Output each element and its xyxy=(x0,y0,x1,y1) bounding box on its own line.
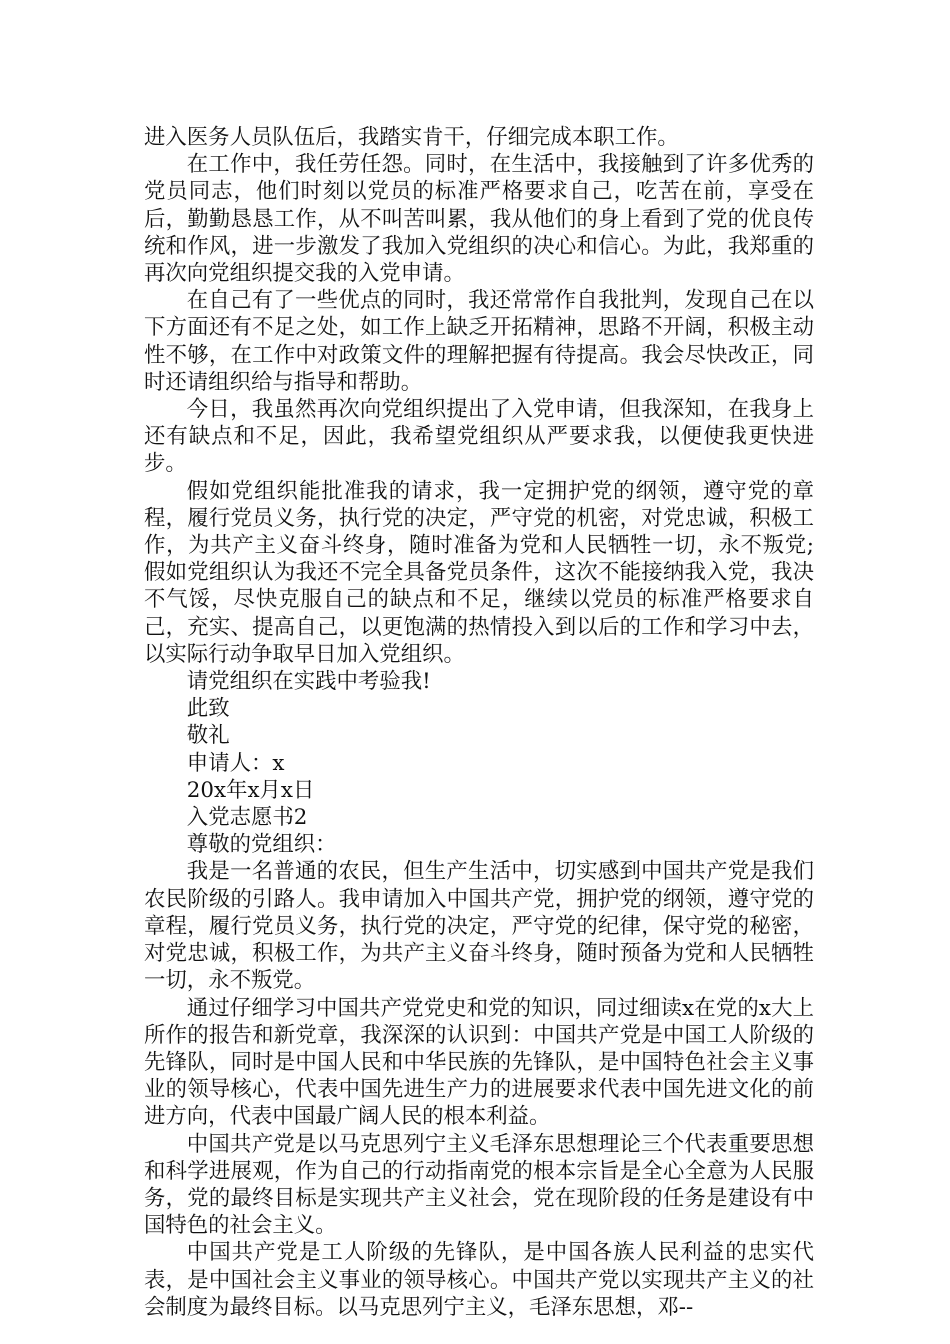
paragraph: 今日，我虽然再次向党组织提出了入党申请，但我深知，在我身上还有缺点和不足，因此，我希望党组织从严要求我，以便使我更快进步。 xyxy=(144,397,814,477)
closing-salutation-1: 此致 xyxy=(186,696,230,722)
greeting-line: 尊敬的党组织： xyxy=(186,832,337,858)
section-title: 入党志愿书2 xyxy=(186,805,308,831)
document-body xyxy=(144,124,814,1321)
paragraph: 中国共产党是以马克思列宁主义毛泽东思想理论三个代表重要思想和科学进展观，作为自己的行动指南党的根本宗旨是全心全意为人民服务，党的最终目标是实现共产主义社会，党在现阶段的任务是建设有中国特色的社会主义。 xyxy=(144,1131,814,1239)
paragraph: 在工作中，我任劳任怨。同时，在生活中，我接触到了许多优秀的党员同志，他们时刻以党员的标准严格要求自己，吃苦在前，享受在后，勤勤恳恳工作，从不叫苦叫累，我从他们的身上看到了党的优良传统和作风，进一步激发了我加入党组织的决心和信心。为此，我郑重的再次向党组织提交我的入党申请。 xyxy=(144,152,814,287)
closing-salutation-2: 敬礼 xyxy=(186,723,230,749)
paragraph: 假如党组织能批准我的请求，我一定拥护党的纲领，遵守党的章程，履行党员义务，执行党的决定，严守党的机密，对党忠诚，积极工作，为共产主义奋斗终身，随时准备为党和人民牺牲一切，永不叛党;假如党组织认为我还不完全具备党员条件，这次不能接纳我入党，我决不气馁，尽快克服自己的缺点和不足，继续以党员的标准严格要求自己，充实、提高自己，以更饱满的热情投入到以后的工作和学习中去，以实际行动争取早日加入党组织。 xyxy=(144,478,814,667)
applicant-line: 申请人：x xyxy=(186,750,285,776)
paragraph: 我是一名普通的农民，但生产生活中，切实感到中国共产党是我们农民阶级的引路人。我申请加入中国共产党，拥护党的纲领，遵守党的章程，履行党员义务，执行党的决定，严守党的纪律，保守党的秘密，对党忠诚，积极工作，为共产主义奋斗终身，随时预备为党和人民牺牲一切，永不叛党。 xyxy=(144,859,814,994)
paragraph: 请党组织在实践中考验我! xyxy=(186,669,431,695)
paragraph: 进入医务人员队伍后，我踏实肯干，仔细完成本职工作。 xyxy=(144,125,679,150)
paragraph: 在自己有了一些优点的同时，我还常常作自我批判，发现自己在以下方面还有不足之处，如工作上缺乏开拓精神，思路不开阔，积极主动性不够，在工作中对政策文件的理解把握有待提高。我会尽快改正，同时还请组织给与指导和帮助。 xyxy=(144,288,814,395)
paragraph: 中国共产党是工人阶级的先锋队，是中国各族人民利益的忠实代表，是中国社会主义事业的领导核心。中国共产党以实现共产主义的社会制度为最终目标。以马克思列宁主义，毛泽东思想，邓-- xyxy=(144,1240,814,1320)
paragraph: 通过仔细学习中国共产党党史和党的知识，同过细读x在党的x大上所作的报告和新党章，我深深的认识到：中国共产党是中国工人阶级的先锋队，同时是中国人民和中华民族的先锋队，是中国特色社会主义事业的领导核心，代表中国先进生产力的进展要求代表中国先进文化的前进方向，代表中国最广阔人民的根本利益。 xyxy=(144,995,814,1130)
date-line: 20x年x月x日 xyxy=(186,777,315,803)
